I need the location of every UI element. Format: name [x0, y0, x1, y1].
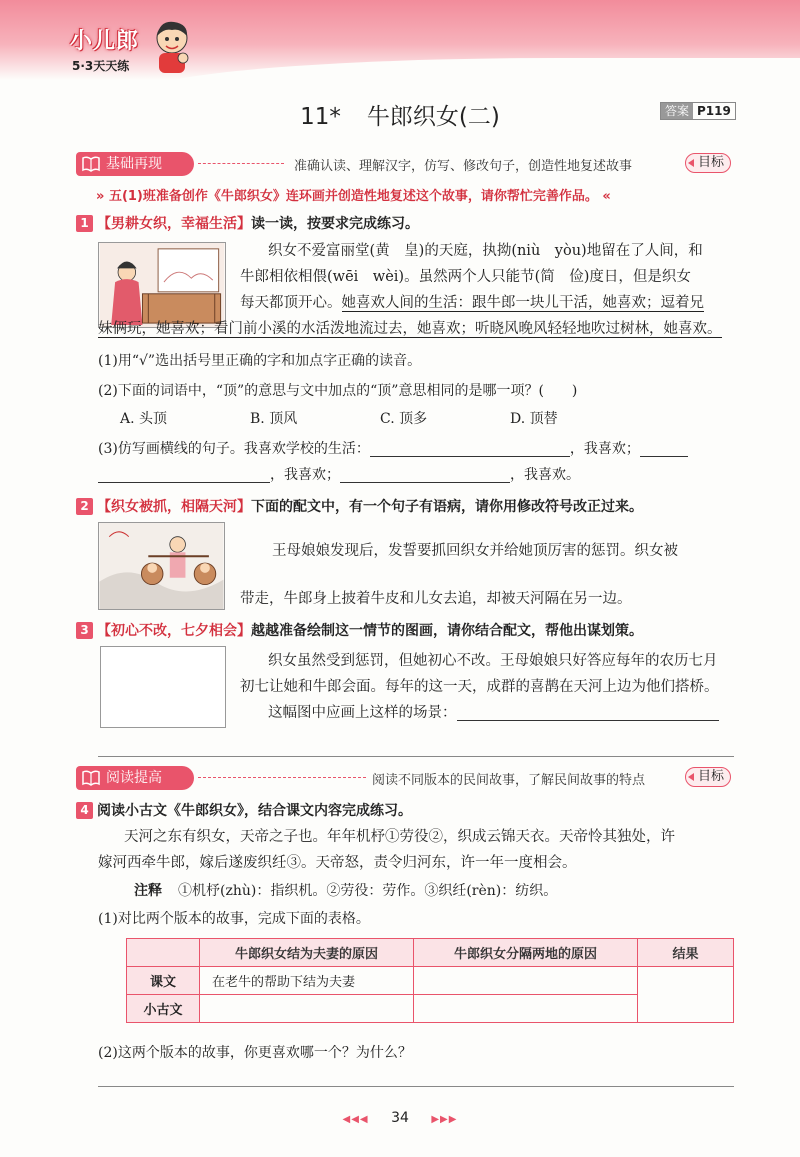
section-basic-title: 基础再现: [106, 156, 162, 172]
question-1-header: [76, 213, 419, 233]
passage-line: 王母娘娘发现后，发誓要抓回织女并给她顶厉害的惩罚。织女被: [272, 543, 678, 559]
page-footer: [0, 1110, 800, 1126]
section-reading-title: 阅读提高: [106, 770, 162, 786]
table-row: [127, 967, 734, 995]
question-1-sub3: [98, 436, 688, 462]
question-4-notes: [134, 878, 557, 904]
question-4-instruction: 阅读小古文《牛郎织女》，结合课文内容完成练习。: [97, 803, 412, 819]
question-1-sub1: (1)用“√”选出括号里正确的字和加点字正确的读音。: [98, 353, 422, 369]
question-1-number: 1: [76, 215, 93, 232]
sub3-prefix: (3)仿写画横线的句子。我喜欢学校的生活：: [98, 441, 370, 457]
section-reading-header: [76, 766, 731, 790]
passage-line: 织女虽然受到惩罚，但她初心不改。王母娘娘只好答应每年的农历七月: [268, 653, 718, 669]
table-header-corner: [127, 939, 200, 967]
passage-line: 初七让她和牛郎会面。每年的这一天，成群的喜鹊在天河上边为他们搭桥。: [240, 679, 719, 695]
question-3-tag: 【初心不改，七夕相会】: [97, 623, 251, 639]
goal-badge: 目标: [685, 767, 731, 787]
table-cell-separate[interactable]: [414, 967, 638, 995]
divider-line: [98, 756, 734, 757]
table-header-separate: 牛郎织女分隔两地的原因: [414, 939, 638, 967]
option-c[interactable]: C. 顶多: [380, 411, 428, 427]
lesson-title: 牛郎织女(二): [366, 104, 500, 130]
option-b[interactable]: B. 顶风: [250, 411, 298, 427]
passage-line: 嫁河西牵牛郎，嫁后遂废织纴③。天帝怒，责令归河东，许一年一度相会。: [98, 855, 577, 871]
question-2-tag: 【织女被抓，相隔天河】: [97, 499, 251, 515]
question-4-header: [76, 800, 412, 820]
table-row-label: 课文: [127, 967, 200, 995]
table-row-label: 小古文: [127, 995, 200, 1023]
table-cell-marry[interactable]: 在老牛的帮助下结为夫妻: [200, 967, 414, 995]
option-a[interactable]: A. 头顶: [120, 411, 168, 427]
question-1-sub3-cont: [98, 462, 580, 488]
answer-key-label: 答案: [661, 103, 693, 119]
notes-text: ①机杼(zhù)：指织机。②劳役：劳作。③织纴(rèn)：纺织。: [178, 883, 558, 899]
question-3-number: 3: [76, 622, 93, 639]
answer-blank[interactable]: [457, 703, 719, 721]
brand-name: 小儿郎: [70, 29, 140, 54]
intro-right-arrows: «: [602, 189, 611, 204]
passage-segment: 每天都顶开心。: [240, 295, 342, 311]
prompt-text: 这幅图中应画上这样的场景：: [268, 705, 457, 721]
answer-key-page: P119: [697, 104, 731, 118]
open-book-icon: [82, 156, 100, 172]
table-cell-separate[interactable]: [414, 995, 638, 1023]
section-basic-description: 准确认读、理解汉字，仿写、修改句子，创造性地复述故事: [294, 159, 633, 174]
comparison-table: [126, 938, 734, 1023]
lesson-number: 11*: [300, 104, 341, 130]
chase-illustration: [98, 522, 225, 610]
question-4-sub1: (1)对比两个版本的故事，完成下面的表格。: [98, 911, 370, 927]
question-2-passage: [240, 538, 735, 564]
table-header-marry: 牛郎织女结为夫妻的原因: [200, 939, 414, 967]
question-3-passage: [240, 648, 735, 726]
table-cell-result[interactable]: [638, 967, 734, 1023]
open-book-icon: [82, 770, 100, 786]
question-1-tag: 【男耕女织，幸福生活】: [97, 216, 251, 232]
table-header-row: [127, 939, 734, 967]
answer-blank[interactable]: [98, 465, 270, 483]
question-2-header: [76, 496, 643, 516]
table-cell-marry[interactable]: [200, 995, 414, 1023]
section-basic-header: [76, 152, 731, 176]
question-4-number: 4: [76, 802, 93, 819]
section-reading-label: [76, 766, 194, 790]
intro-text: 五(1)班准备创作《牛郎织女》连环画并创造性地复述这个故事，请你帮忙完善作品。: [108, 189, 598, 204]
goal-badge: 目标: [685, 153, 731, 173]
answer-blank[interactable]: [640, 439, 688, 457]
question-1-options: [120, 406, 680, 432]
question-2-instruction: 下面的配文中，有一个句子有语病，请你用修改符号改正过来。: [251, 499, 643, 515]
intro-left-arrows: »: [96, 189, 105, 204]
option-d[interactable]: D. 顶替: [510, 411, 558, 427]
question-2-number: 2: [76, 498, 93, 515]
answer-blank[interactable]: [370, 439, 570, 457]
sub3-like-end: ，我喜欢。: [510, 467, 580, 483]
passage-line: 牛郎相依相偎(wēi wèi)。虽然两个人只能节(简 俭)度日，但是织女: [240, 269, 691, 285]
section-basic-label: [76, 152, 194, 176]
boy-mascot-icon: [150, 18, 194, 76]
section-divider: [198, 163, 284, 164]
passage-line: 带走，牛郎身上披着牛皮和儿女去追，却被天河隔在另一边。: [240, 591, 632, 607]
drawing-box[interactable]: [100, 646, 226, 728]
table-header-result: 结果: [638, 939, 734, 967]
underlined-sentence: 她喜欢人间的生活：跟牛郎一块儿干活，她喜欢；逗着兄: [341, 295, 704, 311]
question-1-instruction: 读一读，按要求完成练习。: [251, 216, 419, 232]
underlined-sentence: 妹俩玩，她喜欢；看门前小溪的水活泼地流过去，她喜欢；听晓风晚风轻轻地吹过树林，她喜欢。: [98, 321, 722, 337]
prev-arrows-icon: ◀◀◀: [342, 1114, 369, 1125]
passage-line: [240, 290, 735, 316]
question-3-header: [76, 620, 643, 640]
question-1-passage: [240, 238, 735, 316]
series-name: 5·3天天练: [72, 59, 130, 73]
passage-line: 织女不爱富丽堂(黄 皇)的天庭，执拗(niù yòu)地留在了人间，和: [268, 243, 703, 259]
question-2-passage-end: [240, 586, 735, 612]
next-arrows-icon: ▶▶▶: [431, 1114, 458, 1125]
sub3-like: ，我喜欢；: [270, 467, 340, 483]
question-3-instruction: 越越准备绘制这一情节的图画，请你结合配文，帮他出谋划策。: [251, 623, 643, 639]
answer-line[interactable]: [98, 1086, 734, 1087]
answer-blank[interactable]: [340, 465, 510, 483]
sub3-like: ，我喜欢；: [569, 441, 640, 457]
section-reading-description: 阅读不同版本的民间故事，了解民间故事的特点: [372, 773, 646, 788]
question-1-sub2: (2)下面的词语中，“顶”的意思与文中加点的“顶”意思相同的是哪一项？( ): [98, 383, 578, 399]
section-divider: [198, 777, 366, 778]
page-number: 34: [391, 1110, 409, 1126]
question-1-passage-end: [98, 316, 738, 342]
passage-line: 天河之东有织女，天帝之子也。年年机杼①劳役②，织成云锦天衣。天帝怜其独处，许: [124, 829, 675, 845]
question-4-sub2: (2)这两个版本的故事，你更喜欢哪一个？为什么？: [98, 1045, 412, 1061]
notes-label: 注释: [134, 883, 162, 899]
section-basic-intro: [96, 185, 736, 204]
question-4-passage: [98, 824, 738, 876]
question-3-prompt: [240, 700, 735, 726]
answer-key-tag: [660, 102, 736, 120]
